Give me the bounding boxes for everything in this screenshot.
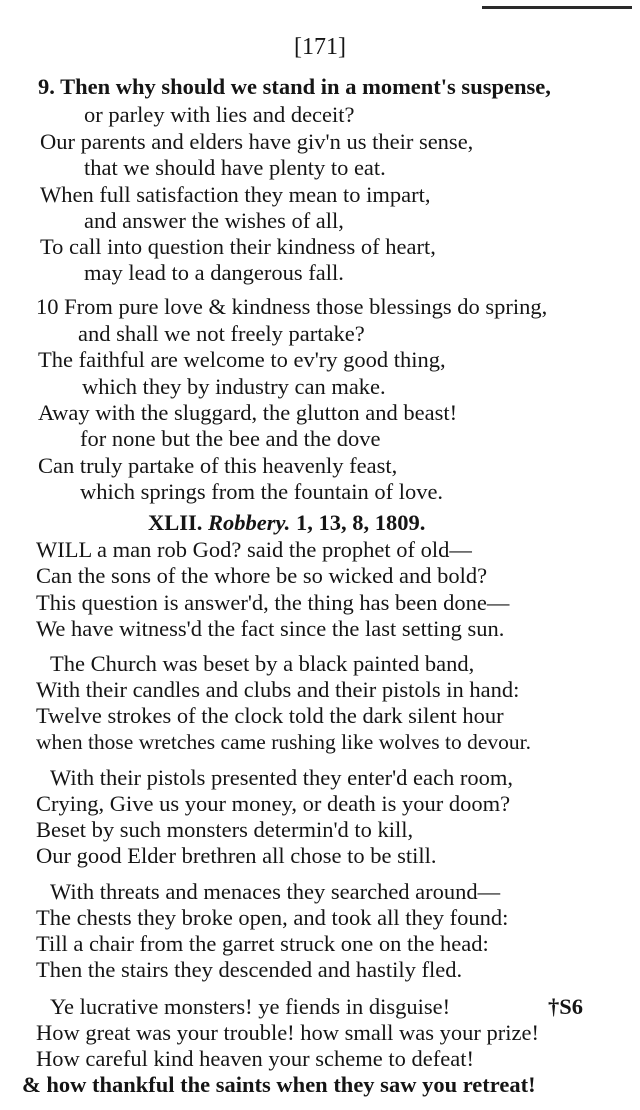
verse-line: for none but the bee and the dove bbox=[80, 426, 381, 451]
verse-line: The Church was beset by a black painted band, bbox=[50, 651, 475, 676]
verse-line: Crying, Give us your money, or death is your doom? bbox=[36, 791, 511, 816]
verse-line: and answer the wishes of all, bbox=[84, 208, 344, 233]
verse-line: Our good Elder brethren all chose to be still. bbox=[36, 843, 437, 868]
verse-line: With threats and menaces they searched around— bbox=[50, 879, 501, 904]
verse-line: With their candles and clubs and their pistols in hand: bbox=[36, 677, 520, 702]
poem-title: Robbery. bbox=[208, 510, 291, 535]
verse-line: may lead to a dangerous fall. bbox=[84, 260, 344, 285]
verse-line: which springs from the fountain of love. bbox=[80, 479, 444, 504]
verse-line: To call into question their kindness of heart, bbox=[40, 234, 436, 259]
verse-line: which they by industry can make. bbox=[82, 374, 386, 399]
verse-line: With their pistols presented they enter'd each room, bbox=[50, 765, 514, 790]
verse-line: Ye lucrative monsters! ye fiends in disguise! bbox=[50, 994, 451, 1019]
verse-line: How great was your trouble! how small was your prize! bbox=[36, 1020, 539, 1045]
verse-line: This question is answer'd, the thing has been done— bbox=[36, 590, 510, 615]
verse-line: or parley with lies and deceit? bbox=[84, 102, 355, 127]
verse-line: The chests they broke open, and took all they found: bbox=[36, 905, 509, 930]
page-number: [171] bbox=[294, 34, 346, 60]
verse-line: 10 From pure love & kindness those blessings do spring, bbox=[36, 294, 548, 319]
verse-line: Can the sons of the whore be so wicked and bold? bbox=[36, 563, 488, 588]
verse-line: The faithful are welcome to ev'ry good thing, bbox=[38, 347, 446, 372]
top-rule bbox=[482, 6, 632, 9]
verse-line: that we should have plenty to eat. bbox=[84, 155, 386, 180]
verse-line: Can truly partake of this heavenly feast, bbox=[38, 453, 398, 478]
poem-number: XLII. bbox=[148, 510, 203, 535]
signature-mark: †S6 bbox=[548, 994, 584, 1019]
poem-date: 1, 13, 8, 1809. bbox=[295, 510, 426, 535]
verse-line: WILL a man rob God? said the prophet of old— bbox=[36, 537, 472, 562]
verse-line: 9. Then why should we stand in a moment's suspense, bbox=[38, 74, 551, 99]
verse-line: Our parents and elders have giv'n us their sense, bbox=[40, 129, 474, 154]
verse-line: Beset by such monsters determin'd to kill, bbox=[36, 817, 414, 842]
verse-line: when those wretches came rushing like wolves to devour. bbox=[36, 730, 531, 754]
verse-line: & how thankful the saints when they saw you retreat! bbox=[22, 1072, 536, 1097]
verse-line: When full satisfaction they mean to impart, bbox=[40, 182, 431, 207]
verse-line: Away with the sluggard, the glutton and beast! bbox=[38, 400, 458, 425]
verse-line: Twelve strokes of the clock told the dark silent hour bbox=[36, 703, 504, 728]
verse-line: Till a chair from the garret struck one on the head: bbox=[36, 931, 489, 956]
verse-line: We have witness'd the fact since the last setting sun. bbox=[36, 616, 505, 641]
poem-heading bbox=[148, 510, 425, 536]
verse-line: and shall we not freely partake? bbox=[78, 321, 365, 346]
verse-line: Then the stairs they descended and hastily fled. bbox=[36, 957, 463, 982]
verse-line: How careful kind heaven your scheme to defeat! bbox=[36, 1046, 474, 1071]
